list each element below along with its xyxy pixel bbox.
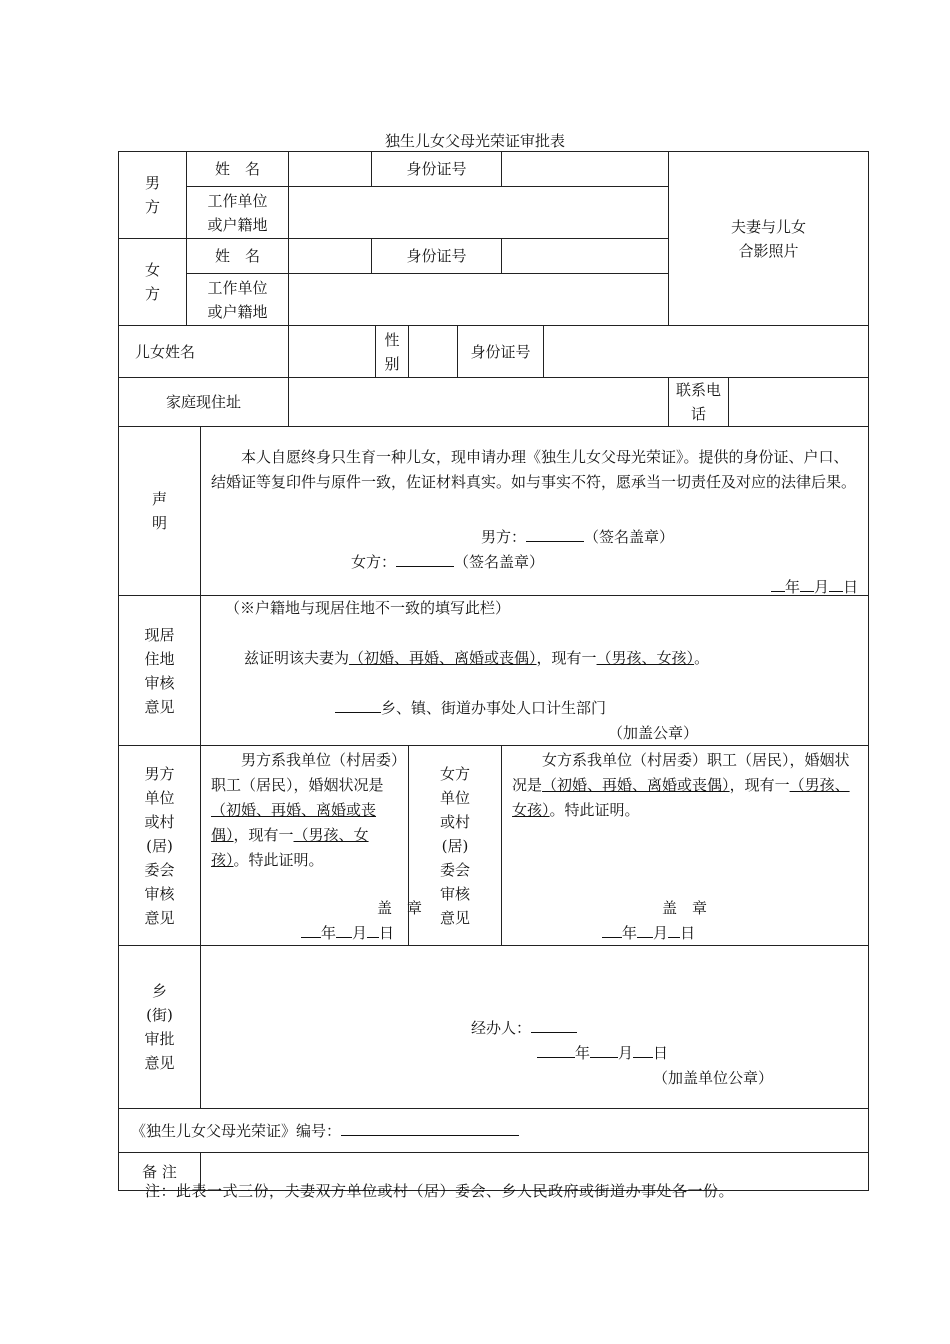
- residence-dept: 乡、镇、街道办事处人口计生部门: [335, 696, 606, 720]
- wife-id-field[interactable]: [502, 239, 669, 274]
- photo-label-2: 合影照片: [738, 241, 799, 260]
- residence-box: [201, 596, 869, 746]
- township-seal: （加盖单位公章）: [653, 1069, 774, 1087]
- phone-label: 联系电话: [669, 378, 729, 427]
- residence-label: 现居住地审核意见: [119, 596, 201, 746]
- husband-work-label: 工作单位 或户籍地: [187, 187, 289, 239]
- declaration-box: [201, 427, 869, 596]
- female-unit-label: 女方单位或村(居)委会审核意见: [409, 746, 502, 946]
- husband-side-label: 男方: [119, 152, 187, 239]
- husband-work-field[interactable]: [289, 187, 669, 239]
- male-unit-label: 男方单位或村(居)委会审核意见: [119, 746, 201, 946]
- male-unit-seal: 盖 章: [377, 899, 423, 917]
- husband-id-field[interactable]: [502, 152, 669, 187]
- child-name-label: 儿女姓名: [119, 326, 289, 378]
- male-signature-blank[interactable]: [526, 527, 584, 542]
- residence-statement: 兹证明该夫妻为（初婚、再婚、离婚或丧偶），现有一（男孩、女孩）。: [244, 649, 710, 667]
- footnote: 注：此表一式三份，夫妻双方单位或村（居）委会、乡人民政府或街道办事处各一份。: [145, 1182, 735, 1200]
- female-unit-text: 女方系我单位（村居委）职工（居民），婚姻状况是（初婚、再婚、离婚或丧偶），现有一（男孩、女孩）。特此证明。: [512, 751, 850, 819]
- phone-field[interactable]: [729, 378, 869, 427]
- male-unit-date: 年 月 日: [301, 921, 394, 945]
- form-title: 独生儿女父母光荣证审批表: [384, 132, 565, 150]
- township-blank[interactable]: [335, 698, 381, 713]
- wife-name-label: 姓 名: [187, 239, 289, 274]
- female-unit-date: 年 月 日: [602, 921, 695, 945]
- child-name-field[interactable]: [289, 326, 376, 378]
- husband-name-field[interactable]: [289, 152, 372, 187]
- child-id-label: 身份证号: [458, 326, 544, 378]
- wife-work-label: 工作单位 或户籍地: [187, 274, 289, 326]
- remarks-label: 备 注: [119, 1153, 201, 1191]
- male-unit-box: [201, 746, 423, 946]
- declaration-text: 本人自愿终身只生育一种儿女，现申请办理《独生儿女父母光荣证》。提供的身份证、户口、结婚证等复印件与原件一致，佐证材料真实。如与事实不符，愿承当一切责任及对应的法律后果。: [211, 448, 857, 491]
- wife-name-field[interactable]: [289, 239, 372, 274]
- child-sex-field[interactable]: [409, 326, 458, 378]
- female-unit-seal: 盖 章: [662, 899, 708, 917]
- child-sex-label: 性别: [376, 326, 409, 378]
- approval-form-table: [118, 151, 869, 1191]
- township-date: 年 月 日: [537, 1041, 668, 1065]
- male-signature-row: 男方： （签名盖章）: [481, 528, 675, 546]
- declaration-label: 声明: [119, 427, 201, 596]
- photo-label-1: 夫妻与儿女: [731, 217, 807, 236]
- male-unit-text: 男方系我单位（村居委）职工（居民），婚姻状况是（初婚、再婚、离婚或丧偶），现有一（男孩、女孩）。特此证明。: [211, 751, 399, 869]
- declaration-date: 年 月 日: [771, 575, 858, 599]
- address-label: 家庭现住址: [119, 378, 289, 427]
- family-photo-box[interactable]: [669, 152, 869, 326]
- wife-id-label: 身份证号: [372, 239, 502, 274]
- address-field[interactable]: [289, 378, 669, 427]
- residence-note: （※户籍地与现居住地不一致的填写此栏）: [225, 599, 511, 617]
- cert-number-blank[interactable]: [341, 1121, 519, 1136]
- female-signature-blank[interactable]: [396, 552, 454, 567]
- cert-number-row: [119, 1109, 869, 1153]
- cert-number-label: 《独生儿女父母光荣证》编号：: [131, 1121, 342, 1140]
- female-unit-box: [502, 746, 869, 946]
- handler-blank[interactable]: [531, 1018, 577, 1033]
- township-box: [201, 946, 869, 1109]
- township-label: 乡(街)审批意见: [119, 946, 201, 1109]
- child-id-field[interactable]: [544, 326, 869, 378]
- husband-name-label: 姓 名: [187, 152, 289, 187]
- wife-work-field[interactable]: [289, 274, 669, 326]
- female-signature-row: 女方： （签名盖章）: [351, 553, 545, 571]
- husband-id-label: 身份证号: [372, 152, 502, 187]
- handler-row: 经办人：: [471, 1016, 577, 1040]
- wife-side-label: 女方: [119, 239, 187, 326]
- residence-seal: （加盖公章）: [608, 724, 699, 742]
